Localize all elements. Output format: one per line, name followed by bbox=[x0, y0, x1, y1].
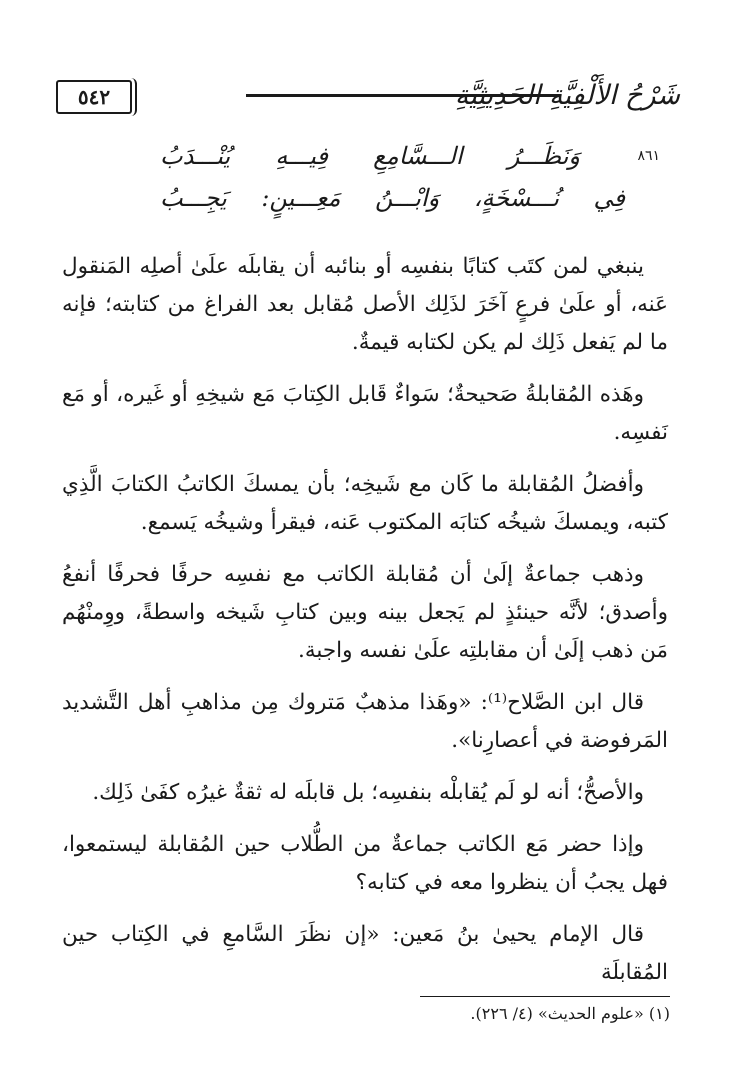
paragraph: والأصحُّ؛ أنه لو لَم يُقابلْه بنفسِه؛ بل قابلَه له ثقةٌ غيرُه كفَىٰ ذَلِك. bbox=[92, 780, 644, 805]
verse-block bbox=[60, 140, 660, 230]
footnote: (١) «علوم الحديث» (٤/ ٢٢٦). bbox=[470, 1004, 670, 1023]
footnote-rule bbox=[420, 996, 670, 997]
paragraph: وهَذه المُقابلةُ صَحيحةٌ؛ سَواءٌ قَابل الكِتابَ مَع شيخِهِ أو غَيره، أو مَع نَفسِه. bbox=[62, 382, 668, 445]
body-text bbox=[62, 248, 668, 1006]
paragraph: قال ابن الصَّلاح⁽¹⁾: «وهَذا مذهبٌ مَتروك مِن مذاهبِ أهل التَّشديد المَرفوضة في أعصارِنا». bbox=[62, 690, 668, 753]
page-header bbox=[56, 74, 680, 118]
page-number: ٥٤٢ bbox=[56, 80, 132, 114]
paragraph: قال الإمام يحيىٰ بنُ مَعين: «إن نظَرَ السَّامعِ في الكِتاب حين المُقابلَة bbox=[62, 922, 668, 985]
verse-line: فِي نُـــسْخَةٍ، وَابْـــنُ مَعِـــينٍ: يَجِـــبُ bbox=[160, 184, 625, 212]
verse-line: وَنَظَـــرُ الـــسَّامِعِ فِيـــهِ يُنْـــدَبُ bbox=[160, 142, 580, 170]
verse-number: ٨٦١ bbox=[637, 148, 660, 164]
paragraph: وأفضلُ المُقابلة ما كَان مع شَيخِه؛ بأن يمسكَ الكاتبُ الكتابَ الَّذِي كتبه، ويمسكَ شيخُه كتابَه المكتوب عَنه، فيقرأ وشيخُه يَسمع. bbox=[62, 472, 668, 535]
running-title: شَرْحُ الأَلْفِيَّةِ الحَدِيثِيَّةِ bbox=[454, 80, 680, 111]
paragraph: وإذا حضر مَع الكاتب جماعةٌ من الطُّلاب حين المُقابلة ليستمعوا، فهل يجبُ أن ينظروا معه في كتابه؟ bbox=[62, 832, 668, 895]
paragraph: ينبغي لمن كتَب كتابًا بنفسِه أو بنائبه أن يقابلَه علَىٰ أصلِه المَنقول عَنه، أو علَىٰ فرعٍ آخَرَ لذَلِك الأصل مُقابل بعد الفراغ من كتابته؛ فإنه ما لم يَفعل ذَلِك لم يكن لكتابه قيمةٌ. bbox=[62, 254, 668, 355]
paragraph: وذهب جماعةٌ إلَىٰ أن مُقابلة الكاتب مع نفسِه حرفًا فحرفًا أنفعُ وأصدق؛ لأنَّه حينئذٍ لم يَجعل بينه وبين كتابِ شَيخه واسطةً، ووِمنْهُم مَن ذهب إلَىٰ أن مقابلتِه علَىٰ نفسه واجبة. bbox=[62, 562, 668, 663]
